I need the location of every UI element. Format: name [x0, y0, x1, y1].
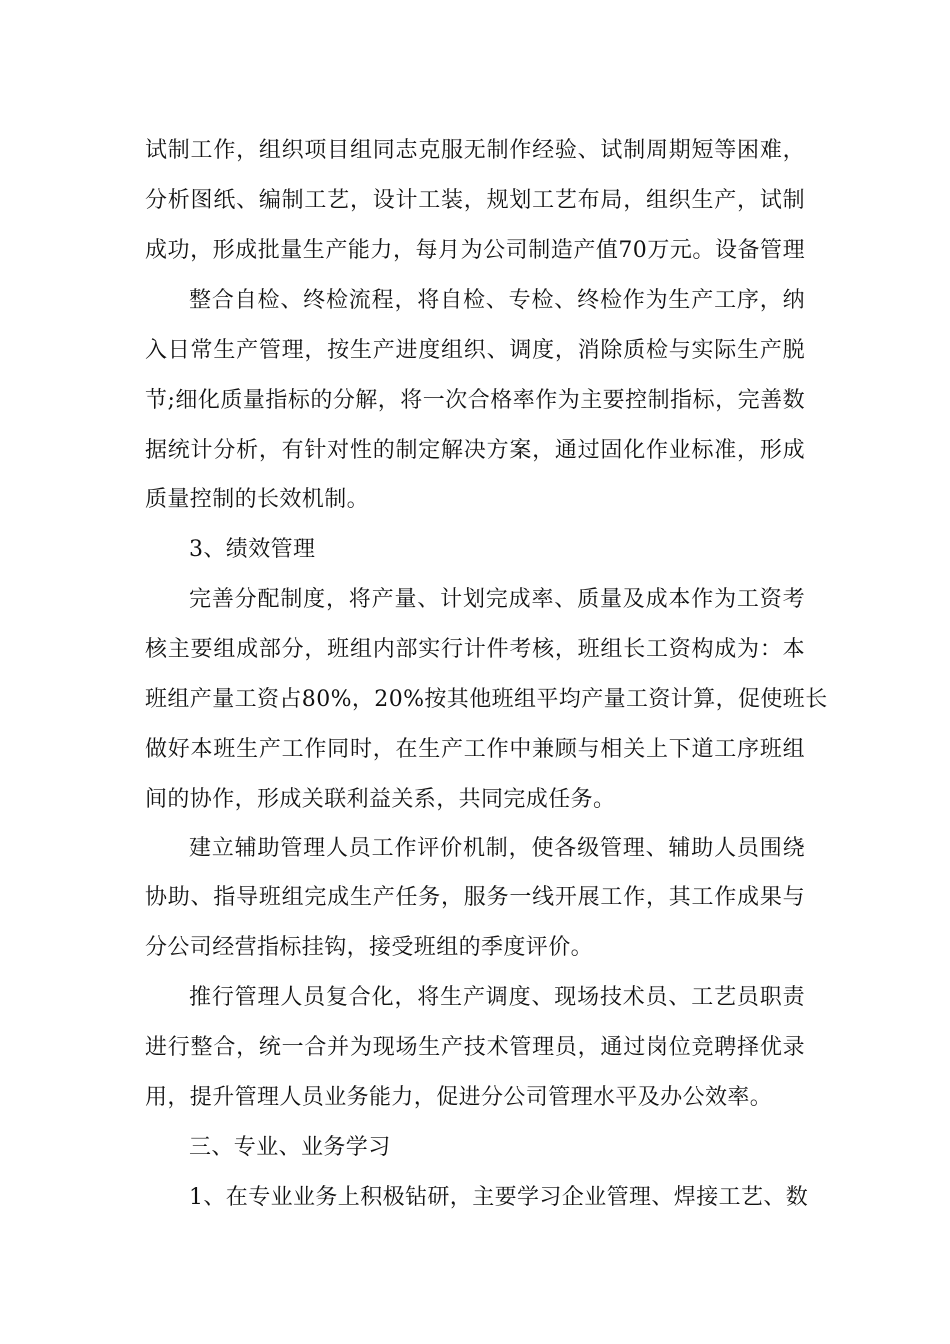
paragraph-line: 成功，形成批量生产能力，每月为公司制造产值70万元。设备管理: [145, 238, 805, 263]
paragraph-line: 节;细化质量指标的分解，将一次合格率作为主要控制指标，完善数: [145, 388, 805, 413]
paragraph-line: 推行管理人员复合化，将生产调度、现场技术员、工艺员职责: [189, 985, 805, 1010]
paragraph-line: 试制工作，组织项目组同志克服无制作经验、试制周期短等困难，: [145, 138, 805, 163]
paragraph-line: 进行整合，统一合并为现场生产技术管理员，通过岗位竞聘择优录: [145, 1035, 805, 1060]
paragraph-line: 班组产量工资占80%，20%按其他班组平均产量工资计算，促使班长: [145, 687, 828, 712]
paragraph-line: 入日常生产管理，按生产进度组织、调度，消除质检与实际生产脱: [145, 338, 805, 363]
paragraph-line: 整合自检、终检流程，将自检、专检、终检作为生产工序，纳: [189, 288, 805, 313]
paragraph-line: 协助、指导班组完成生产任务，服务一线开展工作，其工作成果与: [145, 885, 805, 910]
paragraph-line: 分析图纸、编制工艺，设计工装，规划工艺布局，组织生产，试制: [145, 188, 805, 213]
paragraph-line: 1、在专业业务上积极钻研，主要学习企业管理、焊接工艺、数: [189, 1185, 809, 1210]
paragraph-line: 分公司经营指标挂钩，接受班组的季度评价。: [145, 935, 594, 960]
paragraph-line: 质量控制的长效机制。: [145, 487, 370, 512]
paragraph-line: 建立辅助管理人员工作评价机制，使各级管理、辅助人员围绕: [189, 836, 805, 861]
paragraph-line: 用，提升管理人员业务能力，促进分公司管理水平及办公效率。: [145, 1085, 773, 1110]
paragraph-line: 做好本班生产工作同时，在生产工作中兼顾与相关上下道工序班组: [145, 737, 805, 762]
section-heading: 3、绩效管理: [189, 537, 316, 562]
paragraph-line: 间的协作，形成关联利益关系，共同完成任务。: [145, 787, 616, 812]
paragraph-line: 核主要组成部分，班组内部实行计件考核，班组长工资构成为：本: [145, 637, 805, 662]
paragraph-line: 据统计分析，有针对性的制定解决方案，通过固化作业标准，形成: [145, 438, 805, 463]
section-heading: 三、专业、业务学习: [189, 1135, 391, 1160]
paragraph-line: 完善分配制度，将产量、计划完成率、质量及成本作为工资考: [189, 587, 805, 612]
